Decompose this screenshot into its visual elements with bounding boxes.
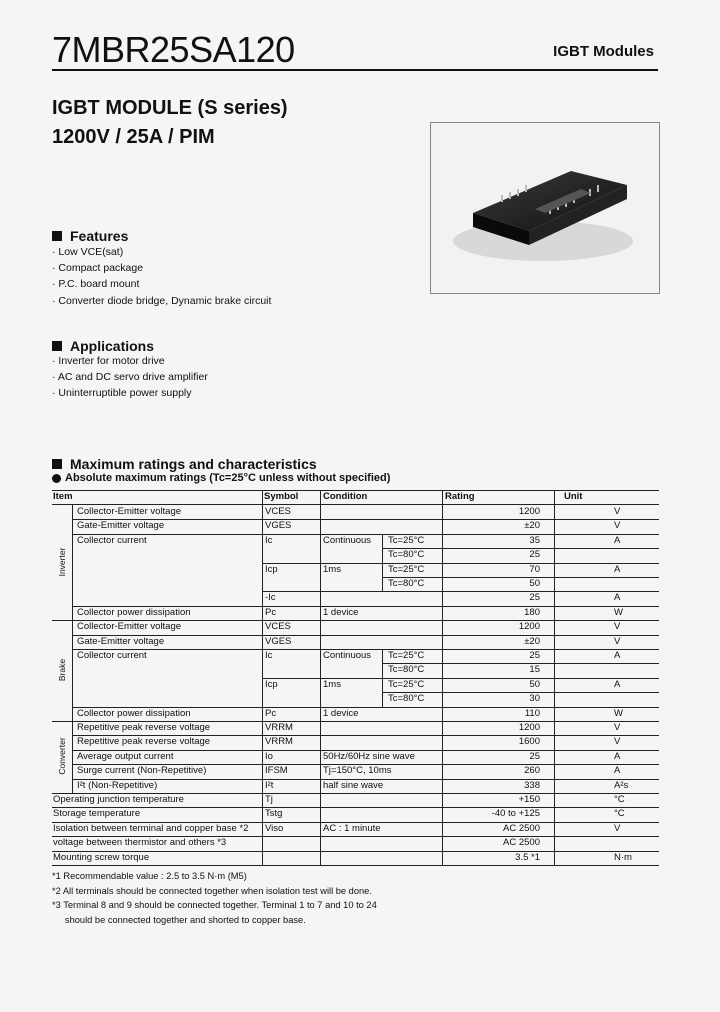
cell-unit: °C	[614, 794, 625, 805]
header-rule	[52, 504, 659, 505]
cell-subcondition: Tc=25°C	[388, 650, 425, 661]
cell-symbol: Viso	[265, 822, 284, 834]
ratings-subheading: Absolute maximum ratings (Tc=25°C unless without specified)	[52, 472, 390, 484]
cell-item: I²t (Non-Repetitive)	[77, 779, 158, 791]
footnote: *3 Terminal 8 and 9 should be connected together. Terminal 1 to 7 and 10 to 24	[52, 900, 377, 911]
cell-rating: 1200	[518, 506, 540, 517]
product-photo	[430, 122, 660, 294]
cell-unit: A²s	[614, 779, 629, 791]
applications-list	[52, 353, 208, 402]
subcond-rule	[382, 534, 383, 548]
cell-rating: ±20	[524, 635, 540, 647]
cell-rating: 35	[529, 534, 540, 546]
subcond-rule	[382, 563, 383, 577]
cell-rating: 50	[529, 578, 540, 589]
cell-rating: 338	[524, 779, 540, 791]
column-header: Rating	[445, 491, 475, 502]
cell-symbol: VGES	[265, 520, 292, 532]
cell-rating: AC 2500	[503, 822, 540, 834]
cell-subcondition: Tc=80°C	[388, 549, 425, 561]
group-label: Brake	[57, 658, 67, 681]
group-label: Converter	[57, 737, 67, 775]
cell-item: Gate-Emitter voltage	[77, 635, 165, 647]
ratings-heading: Maximum ratings and characteristics	[52, 456, 317, 472]
subcond-rule	[382, 649, 383, 663]
title-line-1: IGBT MODULE (S series)	[52, 97, 288, 119]
list-item: · Low VCE(sat)	[52, 246, 124, 258]
square-bullet-icon	[52, 341, 62, 351]
cell-rating: +150	[518, 794, 540, 805]
footnote: *1 Recommendable value : 2.5 to 3.5 N·m (M5)	[52, 871, 247, 881]
list-item: · Converter diode bridge, Dynamic brake circuit	[52, 294, 272, 307]
cell-rating: 25	[529, 650, 540, 661]
cell-symbol: Icp	[265, 678, 278, 690]
cell-symbol: Pc	[265, 606, 277, 618]
cell-condition: 1 device	[323, 606, 359, 618]
cell-rating: 110	[524, 707, 540, 719]
cell-item: Collector-Emitter voltage	[77, 621, 182, 633]
cell-rating: 1600	[518, 736, 540, 748]
subcond-rule	[382, 678, 383, 692]
cell-rating: 50	[529, 678, 540, 690]
cell-subcondition: Tc=80°C	[388, 578, 425, 589]
cell-item: Repetitive peak reverse voltage	[77, 736, 211, 748]
column-header: Symbol	[264, 491, 299, 502]
footnote: should be connected together and shorted to copper base.	[52, 914, 306, 925]
list-item: · Compact package	[52, 262, 144, 275]
cell-item: Storage temperature	[53, 808, 141, 820]
list-item: · Inverter for motor drive	[52, 355, 165, 367]
cell-rating: 1200	[518, 621, 540, 633]
part-number: 7MBR25SA120	[52, 29, 295, 70]
cell-unit: A	[614, 765, 621, 777]
cell-item: Average output current	[77, 750, 174, 762]
cell-subcondition: Tc=80°C	[388, 693, 425, 705]
cell-item: Mounting screw torque	[53, 851, 150, 863]
cell-unit: °C	[614, 808, 625, 820]
ratings-table	[52, 490, 659, 866]
cell-rating: 70	[529, 563, 540, 575]
cell-unit: N·m	[614, 851, 632, 863]
cell-item: Gate-Emitter voltage	[77, 520, 165, 532]
column-header: Item	[53, 491, 73, 502]
square-bullet-icon	[52, 231, 62, 241]
list-item: · Uninterruptible power supply	[52, 387, 192, 400]
cell-unit: A	[614, 592, 621, 604]
cell-item: Collector power dissipation	[77, 606, 191, 618]
cell-symbol: Icp	[265, 563, 278, 575]
subcond-rule	[382, 548, 383, 562]
cell-condition: 1 device	[323, 707, 359, 719]
category-label: IGBT Modules	[553, 43, 654, 60]
cell-rating: 15	[529, 664, 540, 676]
column-header: Unit	[564, 491, 583, 502]
dot-bullet-icon	[52, 474, 61, 483]
cell-condition: Tj=150°C, 10ms	[323, 765, 392, 777]
cell-rating: 180	[524, 606, 540, 618]
cell-condition: Continuous	[323, 534, 372, 546]
cell-item: Surge current (Non-Repetitive)	[77, 765, 207, 777]
cell-subcondition: Tc=25°C	[388, 678, 425, 690]
cell-symbol: VCES	[265, 506, 291, 517]
table-bottom-rule	[52, 865, 659, 866]
cell-condition: AC : 1 minute	[323, 822, 381, 834]
cell-unit: V	[614, 822, 621, 834]
cell-unit: A	[614, 678, 621, 690]
cell-symbol: Io	[265, 750, 273, 762]
cell-condition: 1ms	[323, 563, 341, 575]
cell-unit: W	[614, 606, 623, 618]
title-line-2: 1200V / 25A / PIM	[52, 126, 215, 148]
cell-unit: A	[614, 534, 621, 546]
cell-unit: V	[614, 506, 621, 517]
cell-item: Collector current	[77, 534, 147, 546]
cell-unit: V	[614, 520, 621, 532]
group-rule	[72, 721, 73, 793]
cell-rating: 260	[524, 765, 540, 777]
cell-item: Collector-Emitter voltage	[77, 506, 182, 517]
cell-unit: V	[614, 736, 621, 748]
cell-item: Repetitive peak reverse voltage	[77, 722, 211, 733]
cell-item: voltage between thermistor and others *3	[53, 837, 227, 849]
cell-symbol: IFSM	[265, 765, 288, 777]
header-rule	[52, 69, 658, 71]
cell-item: Collector current	[77, 650, 147, 661]
row-rule	[52, 807, 659, 808]
cell-symbol: Tj	[265, 794, 273, 805]
footnotes	[52, 869, 377, 927]
cell-symbol: I²t	[265, 779, 274, 791]
cell-unit: V	[614, 635, 621, 647]
cell-rating: ±20	[524, 520, 540, 532]
cell-symbol: Ic	[265, 650, 273, 661]
cell-symbol: -Ic	[265, 592, 276, 604]
applications-heading: Applications	[52, 338, 154, 354]
group-label: Inverter	[57, 547, 67, 577]
features-heading: Features	[52, 228, 128, 244]
group-rule	[72, 505, 73, 620]
cell-symbol: Pc	[265, 707, 277, 719]
features-list	[52, 244, 271, 309]
subcond-rule	[382, 692, 383, 706]
cell-unit: A	[614, 563, 621, 575]
cell-rating: 1200	[518, 722, 540, 733]
cell-unit: A	[614, 650, 621, 661]
cell-unit: W	[614, 707, 623, 719]
cell-rating: 25	[529, 549, 540, 561]
cell-rating: -40 to +125	[491, 808, 540, 820]
cell-condition: 50Hz/60Hz sine wave	[323, 750, 415, 762]
cell-condition: half sine wave	[323, 779, 384, 791]
cell-unit: A	[614, 750, 621, 762]
cell-subcondition: Tc=25°C	[388, 534, 425, 546]
cell-symbol: VRRM	[265, 722, 293, 733]
cell-symbol: VCES	[265, 621, 291, 633]
cell-subcondition: Tc=25°C	[388, 563, 425, 575]
cell-rating: 25	[529, 750, 540, 762]
cell-item: Isolation between terminal and copper base *2	[53, 822, 249, 834]
cell-symbol: VRRM	[265, 736, 293, 748]
cell-symbol: Tstg	[265, 808, 283, 820]
list-item: · AC and DC servo drive amplifier	[52, 371, 208, 384]
cell-symbol: VGES	[265, 635, 292, 647]
cell-condition: Continuous	[323, 650, 372, 661]
column-header: Condition	[323, 491, 368, 502]
cell-symbol: Ic	[265, 534, 273, 546]
cell-condition: 1ms	[323, 678, 341, 690]
subcond-rule	[382, 577, 383, 591]
footnote: *2 All terminals should be connected together when isolation test will be done.	[52, 885, 372, 896]
cell-unit: V	[614, 621, 621, 633]
igbt-module-image	[431, 123, 659, 293]
cell-rating: 25	[529, 592, 540, 604]
subcond-rule	[382, 663, 383, 677]
cell-rating: AC 2500	[503, 837, 540, 849]
square-bullet-icon	[52, 459, 62, 469]
cell-unit: V	[614, 722, 621, 733]
cell-item: Collector power dissipation	[77, 707, 191, 719]
list-item: · P.C. board mount	[52, 278, 140, 291]
cell-subcondition: Tc=80°C	[388, 664, 425, 676]
cell-item: Operating junction temperature	[53, 794, 184, 805]
cell-rating: 3.5 *1	[515, 851, 540, 863]
cell-rating: 30	[529, 693, 540, 705]
